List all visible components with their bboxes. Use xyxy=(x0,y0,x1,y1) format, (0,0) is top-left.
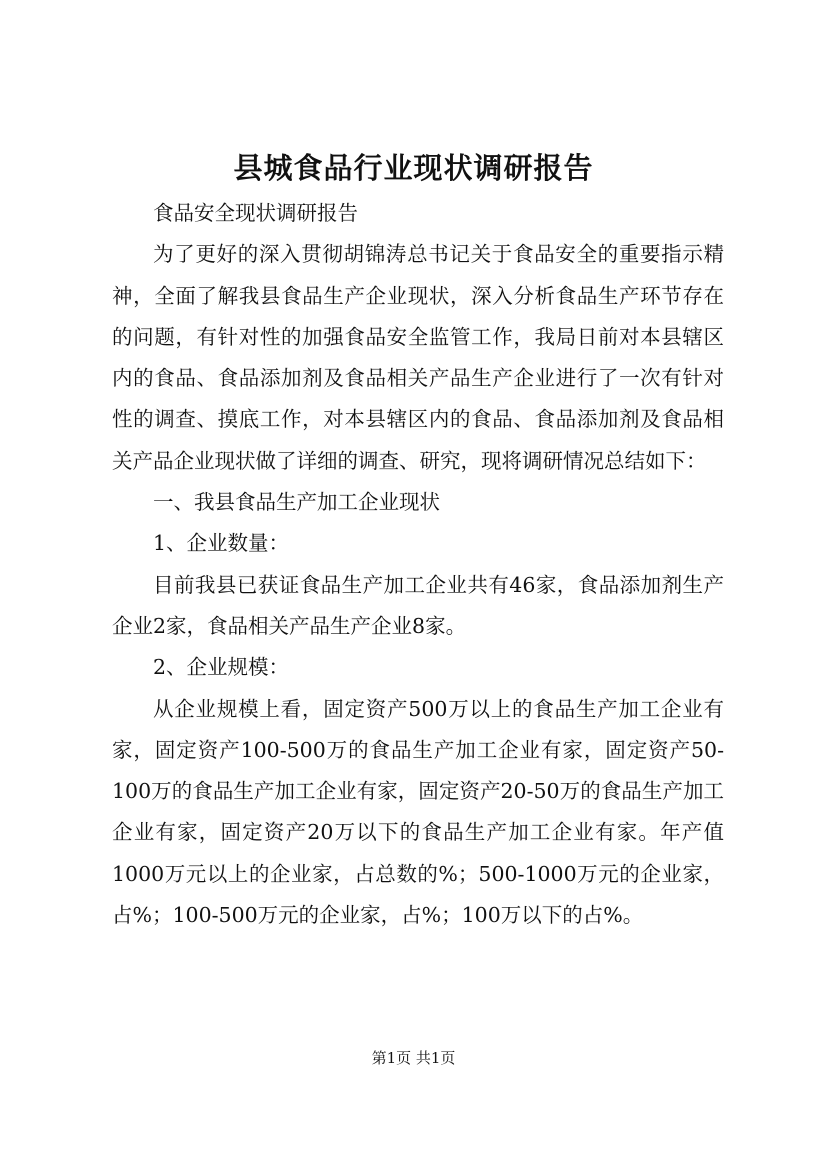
subtitle-paragraph: 食品安全现状调研报告 xyxy=(153,201,358,225)
section-heading-1: 一、我县食品生产加工企业现状 xyxy=(153,490,440,515)
subsection-heading-quantity: 1、企业数量： xyxy=(153,531,290,556)
scale-paragraph: 从企业规模上看，固定资产500万以上的食品生产加工企业有家，固定资产100-500万的食品生产加工企业有家，固定资产50-100万的食品生产加工企业有家，固定资产20-50万的食品生产加工企业有家，固定资产20万以下的食品生产加工企业有家。年产值1000万元以上的企业家，占总数的%；500-1000万元的企业家，占%；100-500万元的企业家，占%；100万以下的占%。 xyxy=(112,696,724,928)
quantity-paragraph: 目前我县已获证食品生产加工企业共有46家，食品添加剂生产企业2家，食品相关产品生产企业8家。 xyxy=(112,572,724,638)
intro-paragraph: 为了更好的深入贯彻胡锦涛总书记关于食品安全的重要指示精神，全面了解我县食品生产企业现状，深入分析食品生产环节存在的问题，有针对性的加强食品安全监管工作，我局日前对本县辖区内的食品、食品添加剂及食品相关产品生产企业进行了一次有针对性的调查、摸底工作，对本县辖区内的食品、食品添加剂及食品相关产品企业现状做了详细的调查、研究，现将调研情况总结如下： xyxy=(112,242,724,473)
page-footer: 第1页 共1页 xyxy=(371,1049,456,1067)
subsection-heading-scale: 2、企业规模： xyxy=(153,655,290,680)
document-title: 县城食品行业现状调研报告 xyxy=(233,151,594,185)
document-body xyxy=(112,193,724,936)
